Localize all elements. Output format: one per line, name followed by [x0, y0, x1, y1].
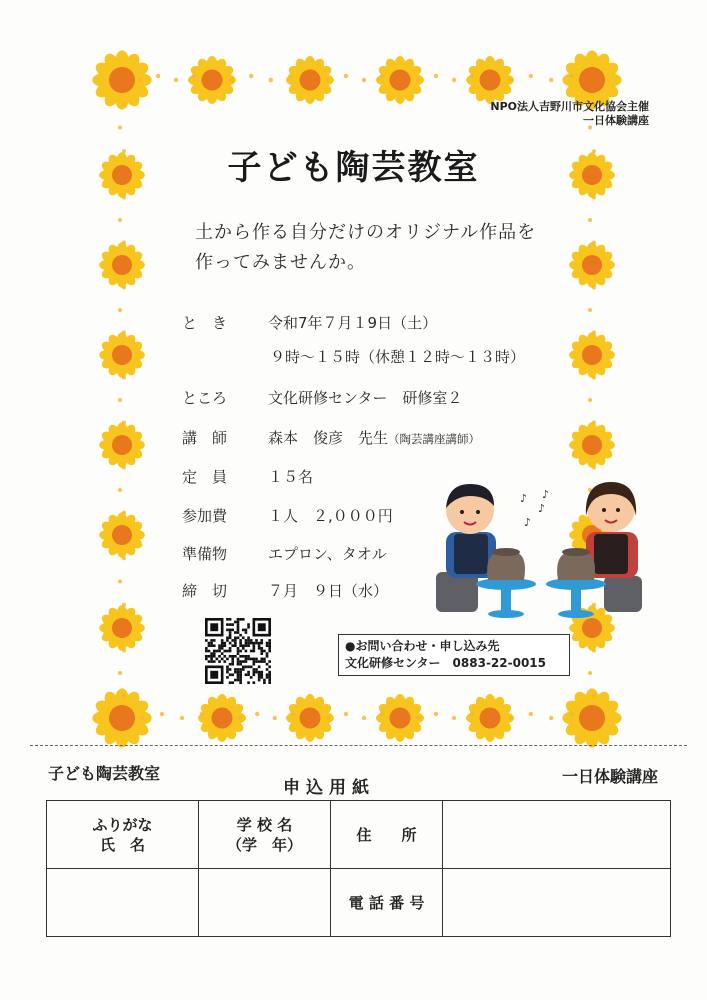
border-dot — [434, 712, 438, 716]
border-dot — [508, 78, 512, 82]
items-value: エプロン、タオル — [268, 545, 387, 563]
border-dot — [269, 78, 273, 82]
border-dot — [122, 376, 126, 380]
border-dot — [344, 74, 348, 78]
lead-line1: 土から作る自分だけのオリジナル作品を — [195, 222, 537, 243]
border-dot — [118, 126, 122, 130]
border-dot — [380, 712, 384, 716]
deadline-value: ７月 ９日（水） — [268, 582, 389, 600]
border-dot — [290, 712, 294, 716]
border-dot — [588, 218, 592, 222]
border-dot — [229, 78, 233, 82]
svg-text:♪: ♪ — [520, 492, 528, 505]
time-value: ９時～１５時（休憩１２時～１３時） — [270, 348, 526, 366]
svg-text:♪: ♪ — [542, 488, 550, 501]
border-dot — [529, 712, 533, 716]
fee-value: １人 ２,０００円 — [268, 507, 393, 525]
organizer-line1: NPO法人吉野川市文化協会主催 — [490, 100, 649, 113]
border-dot — [588, 308, 592, 312]
border-dot — [249, 74, 253, 78]
border-dot — [569, 712, 573, 716]
border-dot — [118, 398, 122, 402]
address-input-cell[interactable] — [443, 801, 671, 869]
name-header-cell — [47, 801, 199, 869]
border-dot — [326, 78, 330, 82]
svg-text:♪: ♪ — [538, 502, 546, 515]
sunflower-icon — [99, 512, 145, 558]
furigana-label: ふりがな — [92, 815, 153, 834]
instructor-note: （陶芸講座講師） — [388, 432, 481, 446]
border-dot — [156, 74, 160, 78]
border-dot — [118, 580, 122, 584]
border-dot — [122, 196, 126, 200]
capacity-label: 定 員 — [182, 468, 228, 486]
border-dot — [174, 78, 178, 82]
border-dot — [508, 716, 512, 720]
border-dot — [592, 241, 596, 245]
border-dot — [549, 78, 553, 82]
sunflower-icon — [92, 50, 151, 109]
border-dot — [122, 241, 126, 245]
border-dot — [118, 308, 122, 312]
border-dot — [592, 331, 596, 335]
border-dot — [362, 78, 366, 82]
detail-time — [270, 346, 525, 367]
border-dot — [122, 286, 126, 290]
contact-name: 文化研修センター — [345, 656, 441, 670]
border-dot — [592, 466, 596, 470]
border-dot — [592, 694, 596, 698]
border-dot — [592, 286, 596, 290]
school-input-cell[interactable] — [199, 869, 331, 937]
date-label: と き — [182, 314, 228, 332]
border-dot — [122, 511, 126, 515]
sunflower-icon — [466, 694, 514, 742]
border-dot — [416, 78, 420, 82]
date-value: 令和7年７月１9日（土） — [268, 314, 438, 332]
border-dot — [592, 421, 596, 425]
border-dot — [288, 74, 292, 78]
border-dot — [180, 716, 184, 720]
school-header-cell — [199, 801, 331, 869]
detail-instructor — [182, 427, 480, 448]
items-label: 準備物 — [182, 545, 228, 563]
form-left-title: 子ども陶芸教室 — [48, 764, 161, 783]
sunflower-icon — [99, 332, 145, 378]
border-dot — [122, 102, 126, 106]
sunflower-icon — [99, 422, 145, 468]
contact-heading: ●お問い合わせ・申し込み先 — [345, 639, 500, 653]
form-right-title: 一日体験講座 — [562, 767, 659, 786]
cut-line — [30, 745, 687, 746]
border-dot — [273, 716, 277, 720]
sunflower-icon — [188, 56, 236, 104]
name-label: 氏 名 — [99, 835, 145, 854]
border-dot — [118, 488, 122, 492]
border-dot — [122, 421, 126, 425]
phone-input-cell[interactable] — [443, 869, 671, 937]
border-dot — [592, 376, 596, 380]
border-dot — [138, 78, 142, 82]
border-dot — [122, 694, 126, 698]
detail-items — [182, 543, 387, 564]
deadline-label: 締 切 — [182, 582, 228, 600]
fee-label: 参加費 — [182, 507, 228, 525]
sunflower-icon — [99, 242, 145, 288]
border-dot — [592, 649, 596, 653]
organizer-line2: 一日体験講座 — [583, 114, 649, 127]
detail-capacity — [182, 466, 313, 487]
border-dot — [434, 74, 438, 78]
border-dot — [255, 712, 259, 716]
place-label: ところ — [182, 389, 228, 407]
instructor-label: 講 師 — [182, 429, 228, 447]
border-dot — [470, 712, 474, 716]
border-dot — [470, 74, 474, 78]
contact-phone: 0883-22-0015 — [452, 656, 547, 670]
sunflower-icon — [569, 242, 615, 288]
border-dot — [122, 649, 126, 653]
sunflower-icon — [569, 422, 615, 468]
detail-date — [182, 312, 437, 333]
grade-label: （学 年） — [226, 835, 302, 854]
sunflower-icon — [569, 332, 615, 378]
application-form-table — [46, 800, 671, 937]
border-dot — [118, 218, 122, 222]
sunflower-icon — [466, 56, 514, 104]
border-dot — [122, 603, 126, 607]
lead-line2: 作ってみませんか。 — [195, 252, 366, 273]
border-dot — [549, 716, 553, 720]
border-dot — [416, 716, 420, 720]
border-dot — [122, 331, 126, 335]
border-dot — [380, 74, 384, 78]
border-dot — [452, 78, 456, 82]
border-dot — [160, 712, 164, 716]
border-dot — [200, 712, 204, 716]
svg-text:♪: ♪ — [524, 516, 532, 529]
detail-fee — [182, 505, 393, 526]
border-dot — [326, 716, 330, 720]
border-dot — [588, 398, 592, 402]
school-label: 学 校 名 — [236, 815, 293, 834]
instructor-value: 森本 俊彦 先生 — [268, 429, 389, 447]
detail-place — [182, 387, 462, 408]
qr-code[interactable] — [205, 618, 271, 684]
page-title: 子ども陶芸教室 — [227, 148, 480, 188]
border-dot — [588, 671, 592, 675]
phone-label: 電 話 番 号 — [331, 869, 443, 937]
pottery-children-illustration — [428, 472, 648, 622]
sunflower-icon — [99, 605, 145, 651]
sunflower-icon — [562, 688, 621, 747]
border-dot — [452, 716, 456, 720]
name-input-cell[interactable] — [47, 869, 199, 937]
form-title: 申込用紙 — [283, 778, 375, 798]
border-dot — [529, 74, 533, 78]
border-dot — [118, 671, 122, 675]
border-dot — [237, 716, 241, 720]
contact-box — [338, 634, 570, 676]
border-dot — [192, 74, 196, 78]
border-dot — [362, 716, 366, 720]
border-dot — [122, 556, 126, 560]
border-dot — [344, 712, 348, 716]
address-label: 住 所 — [331, 801, 443, 869]
capacity-value: １５名 — [268, 468, 314, 486]
detail-deadline — [182, 580, 388, 601]
border-dot — [569, 74, 573, 78]
place-value: 文化研修センター 研修室２ — [268, 389, 463, 407]
border-dot — [140, 716, 144, 720]
border-dot — [122, 466, 126, 470]
border-dot — [592, 196, 596, 200]
